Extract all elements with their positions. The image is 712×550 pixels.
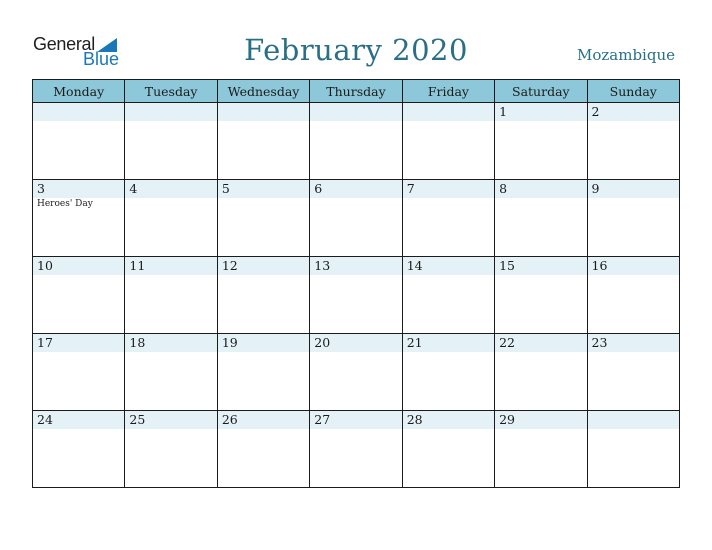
- day-number: [588, 411, 679, 429]
- day-cell: [310, 103, 402, 180]
- day-number: 15: [495, 257, 586, 275]
- weekday-header: Friday: [402, 80, 494, 103]
- day-number: 13: [310, 257, 401, 275]
- day-cell: [33, 411, 125, 488]
- day-cell: [587, 180, 679, 257]
- day-cell: [217, 334, 309, 411]
- day-number: 14: [403, 257, 494, 275]
- day-number: 4: [125, 180, 216, 198]
- day-cell: [33, 180, 125, 257]
- week-row: [33, 257, 680, 334]
- day-number: 2: [588, 103, 679, 121]
- day-number: 24: [33, 411, 124, 429]
- day-cell: [217, 103, 309, 180]
- day-number: 25: [125, 411, 216, 429]
- day-number: 27: [310, 411, 401, 429]
- day-cell: [125, 180, 217, 257]
- day-cell: [402, 180, 494, 257]
- day-number: 26: [218, 411, 309, 429]
- day-cell: [33, 103, 125, 180]
- day-number: 22: [495, 334, 586, 352]
- weekday-header: Thursday: [310, 80, 402, 103]
- day-number: 21: [403, 334, 494, 352]
- day-cell: [217, 411, 309, 488]
- day-cell: [495, 334, 587, 411]
- day-cell: [125, 257, 217, 334]
- day-cell: [495, 257, 587, 334]
- day-cell: [310, 180, 402, 257]
- week-row: [33, 334, 680, 411]
- day-cell: [310, 257, 402, 334]
- day-number: 16: [588, 257, 679, 275]
- day-number: 18: [125, 334, 216, 352]
- day-cell: [402, 411, 494, 488]
- day-number: 8: [495, 180, 586, 198]
- day-cell: [310, 411, 402, 488]
- page-title: February 2020: [244, 33, 468, 67]
- day-number: [125, 103, 216, 121]
- logo-text-blue: Blue: [83, 49, 120, 69]
- day-number: 23: [588, 334, 679, 352]
- logo-text-general: General: [33, 34, 95, 54]
- day-number: 19: [218, 334, 309, 352]
- day-cell: [587, 257, 679, 334]
- weekday-header: Sunday: [587, 80, 679, 103]
- day-number: [33, 103, 124, 121]
- weekday-header: Saturday: [495, 80, 587, 103]
- weekday-header: Wednesday: [217, 80, 309, 103]
- country-label: Mozambique: [577, 46, 675, 64]
- day-cell: [495, 180, 587, 257]
- day-number: [403, 103, 494, 121]
- day-cell: [587, 334, 679, 411]
- day-cell: [217, 180, 309, 257]
- day-number: 6: [310, 180, 401, 198]
- day-number: 5: [218, 180, 309, 198]
- day-cell: [587, 103, 679, 180]
- day-cell: [587, 411, 679, 488]
- day-number: 3: [33, 180, 124, 198]
- day-number: 17: [33, 334, 124, 352]
- day-cell: [125, 103, 217, 180]
- day-number: 20: [310, 334, 401, 352]
- week-row: [33, 411, 680, 488]
- day-number: 1: [495, 103, 586, 121]
- week-row: [33, 180, 680, 257]
- day-cell: [217, 257, 309, 334]
- day-number: 28: [403, 411, 494, 429]
- week-row: [33, 103, 680, 180]
- day-cell: [125, 334, 217, 411]
- day-cell: [495, 103, 587, 180]
- day-cell: [402, 334, 494, 411]
- day-number: 29: [495, 411, 586, 429]
- day-number: 7: [403, 180, 494, 198]
- day-cell: [33, 257, 125, 334]
- calendar-grid: [32, 79, 680, 488]
- day-number: 12: [218, 257, 309, 275]
- day-cell: [495, 411, 587, 488]
- holiday-label: Heroes' Day: [37, 199, 93, 209]
- day-number: 10: [33, 257, 124, 275]
- day-number: 11: [125, 257, 216, 275]
- weekday-header-row: [33, 80, 680, 103]
- day-number: [310, 103, 401, 121]
- day-number: 9: [588, 180, 679, 198]
- weekday-header: Monday: [33, 80, 125, 103]
- weekday-header: Tuesday: [125, 80, 217, 103]
- day-cell: [310, 334, 402, 411]
- day-number: [218, 103, 309, 121]
- day-cell: [402, 257, 494, 334]
- day-cell: [33, 334, 125, 411]
- day-cell: [402, 103, 494, 180]
- day-cell: [125, 411, 217, 488]
